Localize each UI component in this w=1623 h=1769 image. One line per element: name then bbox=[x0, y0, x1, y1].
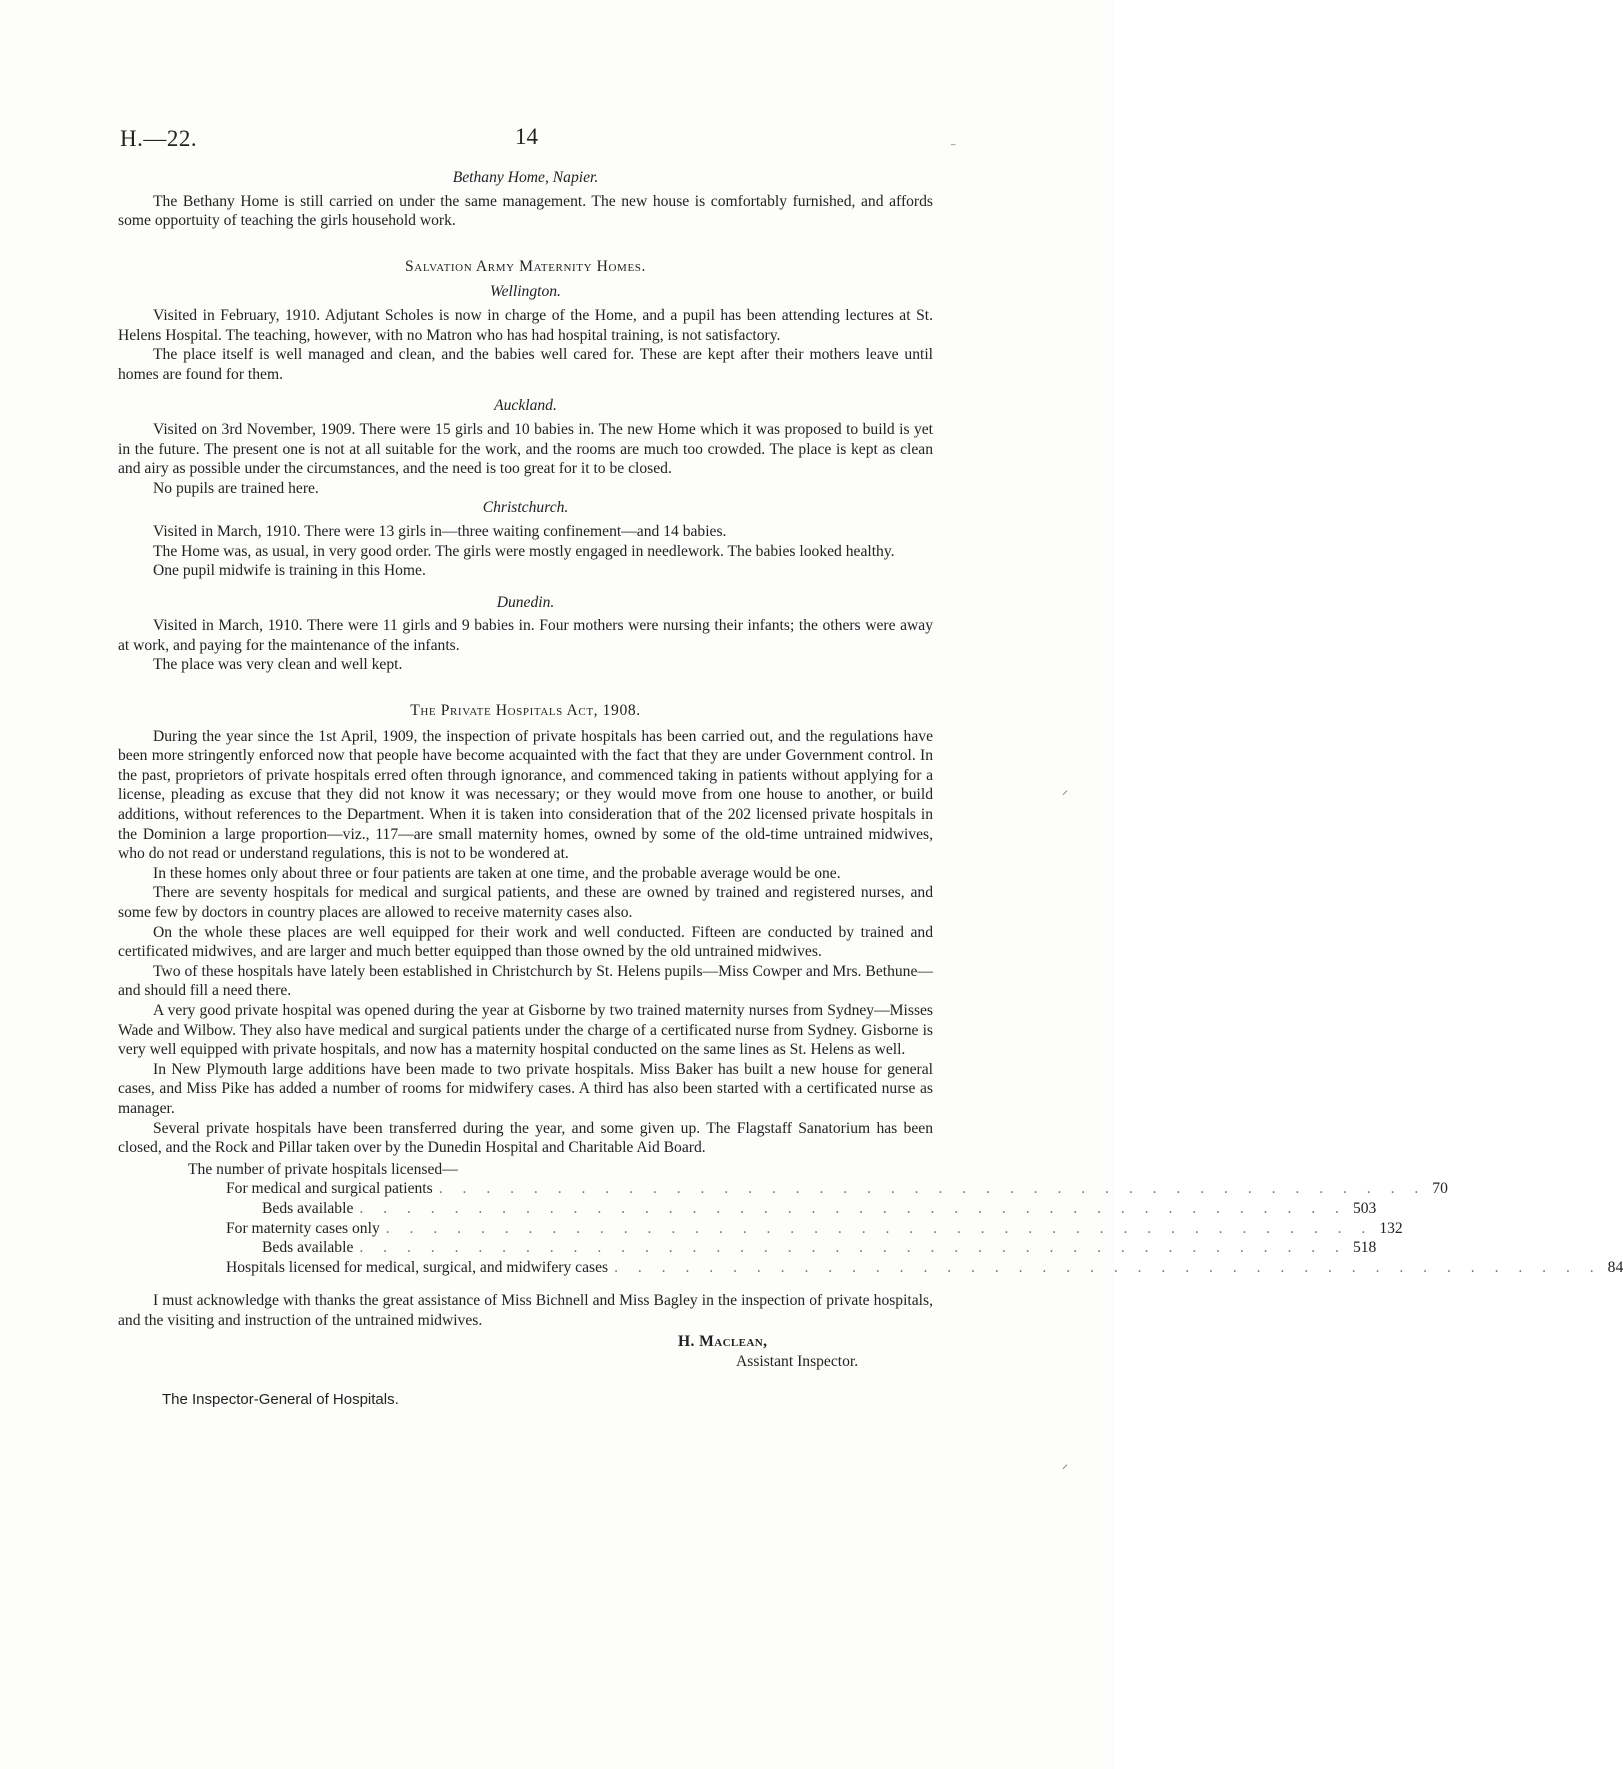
table-row bbox=[188, 1179, 1448, 1199]
paragraph: The place was very clean and well kept. bbox=[153, 656, 403, 674]
paragraph: The Home was, as usual, in very good order. The girls were mostly engaged in needlework. The babies looked healthy. bbox=[153, 542, 895, 560]
table-row bbox=[188, 1199, 1377, 1219]
paragraph: One pupil midwife is training in this Home. bbox=[153, 562, 426, 580]
row-value: 70 bbox=[1432, 1180, 1448, 1198]
table-row bbox=[188, 1219, 1403, 1239]
addressee: The Inspector-General of Hospitals. bbox=[162, 1391, 399, 1409]
margin-mark-decoration: ⸍ bbox=[1062, 1462, 1069, 1476]
paragraph: Visited in March, 1910. There were 13 girls in—three waiting confinement—and 14 babies. bbox=[153, 522, 727, 540]
table-row bbox=[188, 1258, 1623, 1278]
paragraph: On the whole these places are well equipped for their work and well conducted. Fifteen are conducted by trained and certificated midwives, and are larger and much better equipped than those owned by the old untrained midwives. bbox=[118, 923, 933, 961]
table-row bbox=[188, 1238, 1377, 1258]
signatory-name: H. Maclean, bbox=[678, 1333, 768, 1351]
row-value: 84 bbox=[1607, 1258, 1623, 1276]
subsection-title-christchurch: Christchurch. bbox=[482, 499, 569, 517]
row-label: Beds available bbox=[262, 1239, 354, 1257]
paragraph: During the year since the 1st April, 1909, the inspection of private hospitals has been carried out, and the regulations have been more stringently enforced now that people have become acquainted with the fact that they are under Government control. In the past, proprietors of private hospitals erred often through ignorance, and commenced taking in patients without applying for a license, pleading as excuse that they did not know it was necessary; or they would move from one house to another, or build additions, without references to the Department. When it is taken into consideration that of the 202 licensed private hospitals in the Dominion a large proportion—viz., 117—are small maternity homes, owned by some of the old-time untrained midwives, who do not read or understand regulations, this is not to be wondered at. bbox=[118, 727, 933, 863]
subsection-title-wellington: Wellington. bbox=[490, 283, 561, 301]
leader-dots: . . . . . . . . . . . . . . . . . . . . . . . . . . . . . . . . . . . . . . . . . . bbox=[359, 1199, 1347, 1217]
paragraph: Several private hospitals have been transferred during the year, and some given up. The Flagstaff Sanatorium has been closed, and the Rock and Pillar taken over by the Dunedin Hospital and Charitable Aid Board. bbox=[118, 1119, 933, 1157]
main-text-column bbox=[118, 168, 1623, 1410]
row-label: For medical and surgical patients bbox=[226, 1180, 433, 1198]
paragraph: No pupils are trained here. bbox=[153, 479, 319, 497]
section-title-private-hospitals-act: The Private Hospitals Act, 1908. bbox=[410, 702, 641, 720]
paragraph: In New Plymouth large additions have been made to two private hospitals. Miss Baker has built a new house for general cases, and Miss Pike has added a number of rooms for midwifery cases. A third has also been started with a certificated nurse as manager. bbox=[118, 1060, 933, 1117]
paragraph: Two of these hospitals have lately been established in Christchurch by St. Helens pupils—Miss Cowper and Mrs. Bethune—and should fill a need there. bbox=[118, 962, 933, 1000]
paragraph: A very good private hospital was opened during the year at Gisborne by two trained maternity nurses from Sydney—Misses Wade and Wilbow. They also have medical and surgical patients under the charge of a certificated nurse from Sydney. Gisborne is very well equipped with private hospitals, and now has a maternity hospital conducted on the same lines as St. Helens as well. bbox=[118, 1001, 933, 1059]
paragraph: There are seventy hospitals for medical and surgical patients, and these are owned by trained and registered nurses, and some few by doctors in country places are allowed to receive maternity cases also. bbox=[118, 884, 933, 921]
margin-mark-decoration: ⁻ bbox=[950, 140, 957, 154]
row-label: Beds available bbox=[262, 1199, 354, 1217]
paragraph: The place itself is well managed and clean, and the babies well cared for. These are kept after their mothers leave until homes are found for them. bbox=[118, 346, 933, 383]
paragraph: Visited on 3rd November, 1909. There were 15 girls and 10 babies in. The new Home which it was proposed to build is yet in the future. The present one is not at all suitable for the work, and the rooms are much too crowded. The place is kept as clean and airy as possible under the circumstances, and the need is too great for it to be closed. bbox=[118, 420, 933, 478]
paragraph: Visited in March, 1910. There were 11 girls and 9 babies in. Four mothers were nursing their infants; the others were away at work, and paying for the maintenance of the infants. bbox=[118, 617, 933, 654]
leader-dots: . . . . . . . . . . . . . . . . . . . . . . . . . . . . . . . . . . . . . . . . . . bbox=[385, 1219, 1374, 1237]
subsection-title-auckland: Auckland. bbox=[494, 397, 557, 415]
subsection-title-dunedin: Dunedin. bbox=[496, 593, 555, 611]
signatory-title: Assistant Inspector. bbox=[736, 1353, 859, 1371]
leader-dots: . . . . . . . . . . . . . . . . . . . . . . . . . . . . . . . . . . . . . . . . . . bbox=[438, 1180, 1427, 1198]
leader-dots: . . . . . . . . . . . . . . . . . . . . . . . . . . . . . . . . . . . . . . . . . . bbox=[614, 1258, 1602, 1276]
paragraph: In these homes only about three or four patients are taken at one time, and the probable average would be one. bbox=[153, 864, 841, 882]
row-label: Hospitals licensed for medical, surgical, and midwifery cases bbox=[226, 1258, 609, 1276]
row-value: 518 bbox=[1352, 1239, 1377, 1257]
table-intro: The number of private hospitals licensed— bbox=[188, 1160, 458, 1178]
paragraph: Visited in February, 1910. Adjutant Scholes is now in charge of the Home, and a pupil has been attending lectures at St. Helens Hospital. The teaching, however, with no Matron who has had hospital training, is not satisfactory. bbox=[118, 306, 933, 344]
document-reference: H.—22. bbox=[120, 126, 198, 151]
leader-dots: . . . . . . . . . . . . . . . . . . . . . . . . . . . . . . . . . . . . . . . . . . bbox=[359, 1239, 1347, 1257]
margin-mark-decoration: ⸍ bbox=[1062, 788, 1069, 802]
closing-paragraph: I must acknowledge with thanks the great assistance of Miss Bichnell and Miss Bagley in the inspection of private hospitals, and the visiting and instruction of the untrained midwives. bbox=[118, 1292, 933, 1329]
row-value: 132 bbox=[1379, 1219, 1403, 1237]
signature-block bbox=[118, 1332, 933, 1376]
section-title-bethany: Bethany Home, Napier. bbox=[452, 169, 599, 186]
section-title-salvation-army: Salvation Army Maternity Homes. bbox=[405, 257, 646, 275]
row-value: 503 bbox=[1352, 1199, 1377, 1217]
row-label: For maternity cases only bbox=[226, 1219, 380, 1237]
page-number: 14 bbox=[515, 124, 538, 149]
licensed-hospitals-table bbox=[188, 1160, 1623, 1278]
paragraph: The Bethany Home is still carried on under the same management. The new house is comfortably furnished, and affords some opportuity of teaching the girls household work. bbox=[118, 192, 933, 230]
